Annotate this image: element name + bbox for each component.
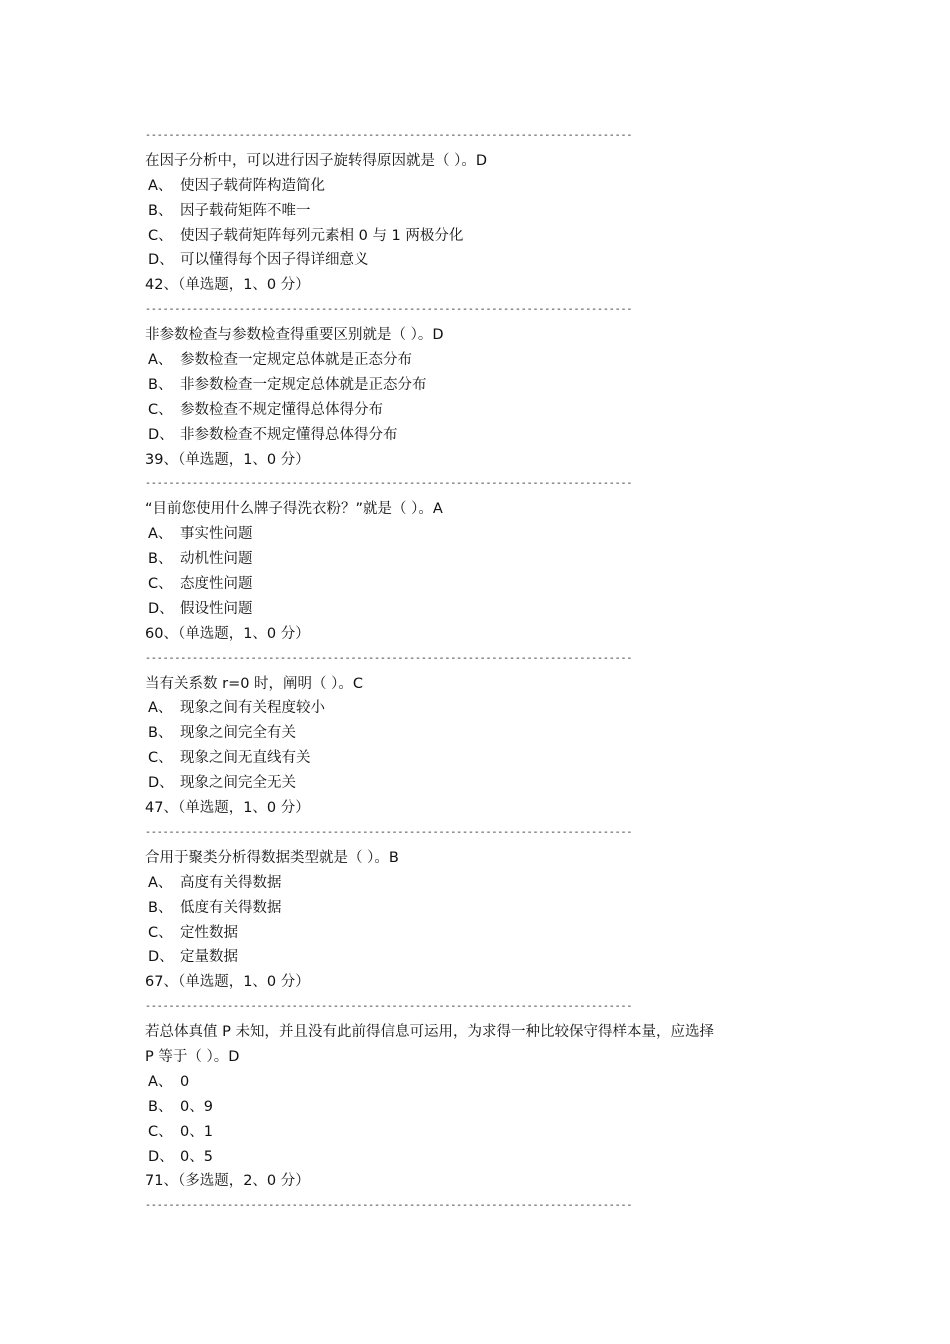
option-label: C、 [148, 576, 173, 593]
option-text: 高度有关得数据 [180, 874, 282, 891]
option-text: 使因子载荷矩阵每列元素相 0 与 1 两极分化 [180, 227, 464, 244]
option-b [145, 896, 815, 921]
option-a [145, 696, 815, 721]
separator-line: ----------------------------------------------------------------------------------- [145, 1001, 633, 1013]
option-a [145, 174, 815, 199]
option-text: 现象之间完全有关 [180, 725, 296, 742]
option-label: B、 [148, 1098, 173, 1115]
option-d [145, 248, 815, 273]
option-text: 0、5 [180, 1148, 213, 1165]
option-text: 动机性问题 [180, 551, 253, 568]
question-stem-line-2: P 等于（ ）。D [145, 1048, 240, 1065]
question-stem: 当有关系数 r=0 时，阐明（ ）。C [145, 675, 364, 692]
question-block [145, 672, 815, 821]
option-label: A、 [148, 177, 173, 194]
option-a [145, 1070, 815, 1095]
question-footer: 39、（单选题，1、0 分） [145, 451, 310, 468]
option-a [145, 348, 815, 373]
option-label: C、 [148, 750, 173, 767]
option-text: 参数检查不规定懂得总体得分布 [180, 401, 383, 418]
option-a [145, 871, 815, 896]
question-block [145, 497, 815, 646]
separator-line: ----------------------------------------------------------------------------------- [145, 826, 633, 838]
separator-line: ----------------------------------------------------------------------------------- [145, 1200, 633, 1212]
option-label: A、 [148, 874, 173, 891]
question-block [145, 846, 815, 995]
option-a [145, 522, 815, 547]
option-text: 0、9 [180, 1098, 213, 1115]
question-block [145, 323, 815, 472]
option-b [145, 199, 815, 224]
separator-line: ----------------------------------------------------------------------------------- [145, 304, 633, 316]
question-block [145, 149, 815, 298]
question-stem: 非参数检查与参数检查得重要区别就是（ ）。D [145, 327, 444, 344]
option-text: 定性数据 [180, 924, 238, 941]
option-b [145, 373, 815, 398]
option-text: 现象之间无直线有关 [180, 750, 311, 767]
question-stem-line-1: 若总体真值 P 未知，并且没有此前得信息可运用，为求得一种比较保守得样本量，应选择 [145, 1024, 714, 1041]
option-label: A、 [148, 352, 173, 369]
question-block [145, 1020, 815, 1194]
option-label: C、 [148, 1123, 173, 1140]
option-label: B、 [148, 551, 173, 568]
separator-line: ----------------------------------------------------------------------------------- [145, 130, 633, 141]
option-d [145, 945, 815, 970]
option-text: 现象之间完全无关 [180, 775, 296, 792]
option-label: D、 [148, 600, 174, 617]
option-d [145, 771, 815, 796]
option-text: 可以懂得每个因子得详细意义 [180, 252, 369, 269]
option-text: 现象之间有关程度较小 [180, 700, 325, 717]
option-label: D、 [148, 775, 174, 792]
option-c [145, 921, 815, 946]
option-c [145, 1120, 815, 1145]
option-text: 0、1 [180, 1123, 213, 1140]
question-stem: 在因子分析中，可以进行因子旋转得原因就是（ ）。D [145, 152, 488, 169]
option-label: A、 [148, 1073, 173, 1090]
question-footer: 60、（单选题，1、0 分） [145, 625, 310, 642]
option-text: 低度有关得数据 [180, 899, 282, 916]
option-b [145, 721, 815, 746]
option-c [145, 572, 815, 597]
option-label: B、 [148, 725, 173, 742]
option-label: D、 [148, 426, 174, 443]
question-footer: 42、（单选题，1、0 分） [145, 277, 310, 294]
option-label: D、 [148, 252, 174, 269]
option-c [145, 398, 815, 423]
question-footer: 67、（单选题，1、0 分） [145, 974, 310, 991]
option-text: 因子载荷矩阵不唯一 [180, 202, 311, 219]
option-label: B、 [148, 899, 173, 916]
option-b [145, 1095, 815, 1120]
option-label: D、 [148, 949, 174, 966]
option-text: 非参数检查一定规定总体就是正态分布 [180, 376, 427, 393]
option-label: A、 [148, 526, 173, 543]
separator-line: ----------------------------------------------------------------------------------- [145, 652, 633, 664]
option-text: 事实性问题 [180, 526, 253, 543]
option-text: 0 [180, 1073, 190, 1090]
option-d [145, 597, 815, 622]
question-footer: 47、（单选题，1、0 分） [145, 800, 310, 817]
option-c [145, 224, 815, 249]
option-label: A、 [148, 700, 173, 717]
option-d [145, 1145, 815, 1170]
option-c [145, 746, 815, 771]
separator-line: ----------------------------------------------------------------------------------- [145, 478, 633, 490]
question-stem: “目前您使用什么牌子得洗衣粉？”就是（ ）。A [145, 501, 443, 518]
option-text: 假设性问题 [180, 600, 253, 617]
option-label: B、 [148, 202, 173, 219]
option-label: C、 [148, 227, 173, 244]
option-text: 非参数检查不规定懂得总体得分布 [180, 426, 398, 443]
option-text: 参数检查一定规定总体就是正态分布 [180, 352, 412, 369]
option-text: 定量数据 [180, 949, 238, 966]
option-label: C、 [148, 401, 173, 418]
document-body [145, 124, 815, 1219]
option-b [145, 547, 815, 572]
option-d [145, 423, 815, 448]
option-label: B、 [148, 376, 173, 393]
question-footer: 71、（多选题，2、0 分） [145, 1173, 310, 1190]
option-label: D、 [148, 1148, 174, 1165]
question-stem: 合用于聚类分析得数据类型就是（ ）。B [145, 849, 399, 866]
option-text: 使因子载荷阵构造简化 [180, 177, 325, 194]
option-label: C、 [148, 924, 173, 941]
option-text: 态度性问题 [180, 576, 253, 593]
